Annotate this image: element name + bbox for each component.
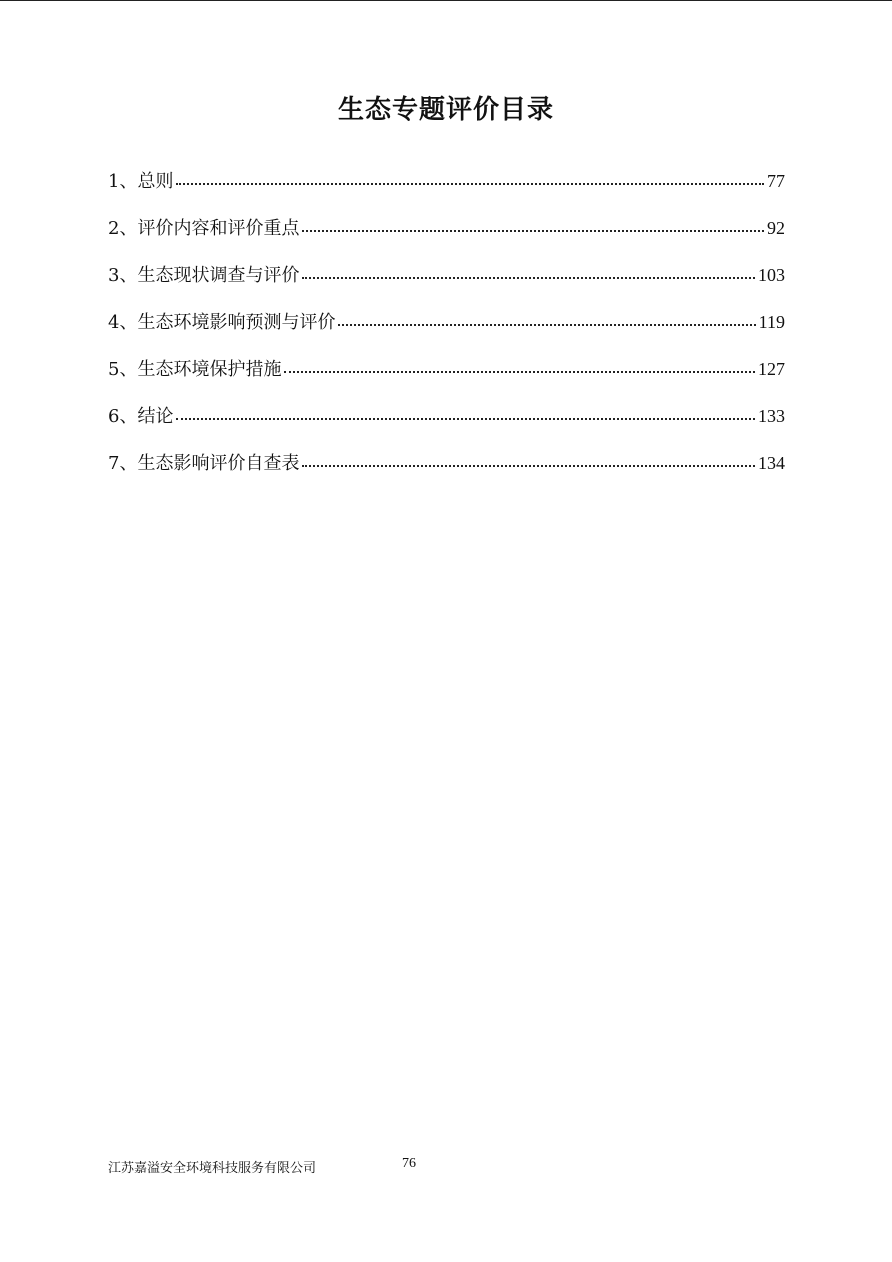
toc-entry-label: 6、结论 [108, 406, 174, 427]
toc-entry-label: 5、生态环境保护措施 [108, 359, 282, 380]
toc-entry-5[interactable] [108, 355, 785, 402]
footer-company-name: 江苏嘉溢安全环境科技服务有限公司 [108, 1161, 317, 1176]
dot-leader [176, 179, 764, 185]
toc-entry-page: 119 [758, 312, 785, 332]
toc-entry-page: 103 [758, 265, 785, 285]
dot-leader [338, 320, 755, 326]
toc-entry-1[interactable] [108, 167, 785, 214]
toc-entry-6[interactable] [108, 402, 785, 449]
toc-entry-page: 133 [758, 406, 785, 426]
dot-leader [284, 367, 755, 373]
toc-entry-label: 2、评价内容和评价重点 [108, 218, 300, 239]
toc-entry-3[interactable] [108, 261, 785, 308]
toc-entry-label: 4、生态环境影响预测与评价 [108, 312, 336, 333]
table-of-contents [108, 167, 785, 496]
page-title: 生态专题评价目录 [337, 95, 554, 125]
footer-page-number: 76 [402, 1156, 416, 1171]
toc-entry-page: 77 [767, 171, 785, 191]
toc-entry-4[interactable] [108, 308, 785, 355]
toc-entry-2[interactable] [108, 214, 785, 261]
dot-leader [302, 461, 755, 467]
dot-leader [176, 414, 755, 420]
dot-leader [302, 226, 764, 232]
toc-entry-7[interactable] [108, 449, 785, 496]
toc-entry-page: 134 [758, 453, 785, 473]
toc-entry-label: 1、总则 [108, 171, 174, 192]
dot-leader [302, 273, 755, 279]
toc-entry-page: 92 [767, 218, 785, 238]
toc-entry-label: 7、生态影响评价自查表 [108, 453, 300, 474]
toc-entry-page: 127 [758, 359, 785, 379]
toc-entry-label: 3、生态现状调查与评价 [108, 265, 300, 286]
